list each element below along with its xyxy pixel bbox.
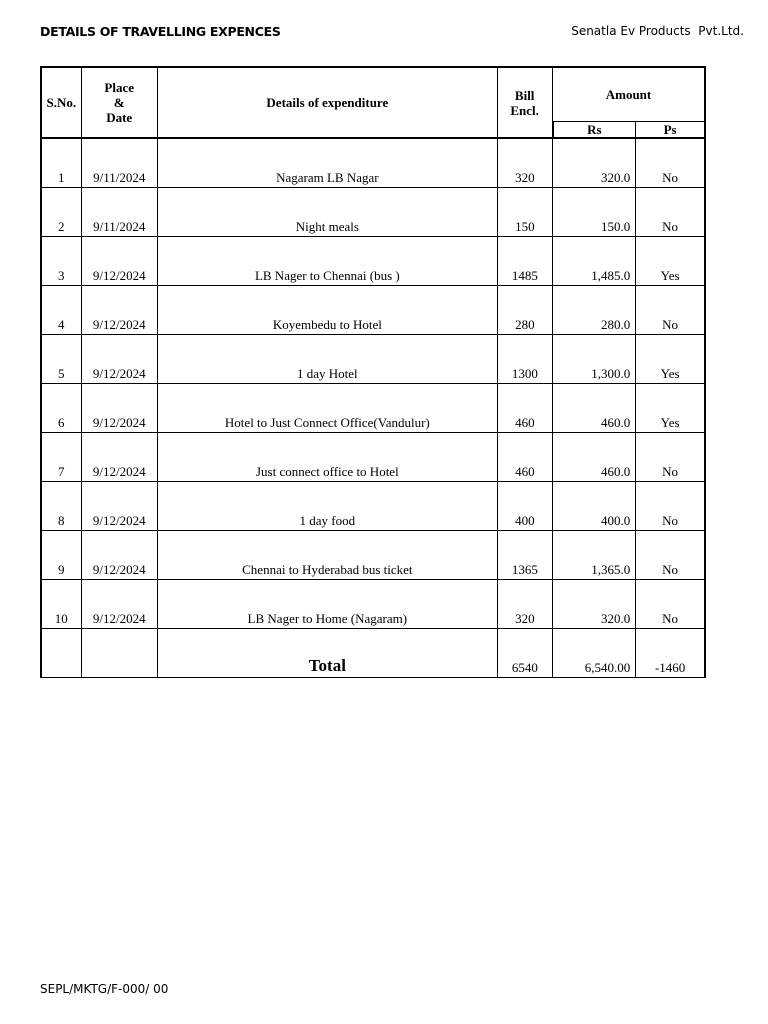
cell-rs: 460.0 — [553, 384, 636, 433]
cell-ps: Yes — [636, 237, 705, 286]
table-row — [41, 482, 705, 531]
cell-rs: 460.0 — [553, 433, 636, 482]
cell-rs: 1,485.0 — [553, 237, 636, 286]
cell-sno: 6 — [41, 384, 81, 433]
cell-date: 9/12/2024 — [81, 335, 157, 384]
cell-date: 9/12/2024 — [81, 384, 157, 433]
table-row — [41, 433, 705, 482]
cell-bill: 400 — [497, 482, 552, 531]
cell-bill: 1300 — [497, 335, 552, 384]
cell-ps: Yes — [636, 384, 705, 433]
cell-date: 9/12/2024 — [81, 286, 157, 335]
cell-details: Hotel to Just Connect Office(Vandulur) — [157, 384, 497, 433]
cell-date: 9/12/2024 — [81, 237, 157, 286]
header-rs: Rs — [553, 122, 636, 139]
cell-date: 9/12/2024 — [81, 531, 157, 580]
cell-ps: Yes — [636, 335, 705, 384]
cell-bill: 460 — [497, 433, 552, 482]
header-bill-line1: Bill — [514, 87, 535, 103]
header-place-date — [81, 67, 157, 138]
cell-ps: No — [636, 188, 705, 237]
cell-sno: 7 — [41, 433, 81, 482]
cell-bill: 280 — [497, 286, 552, 335]
cell-bill: 460 — [497, 384, 552, 433]
cell-date: 9/12/2024 — [81, 482, 157, 531]
cell-bill: 1365 — [497, 531, 552, 580]
cell-details: Night meals — [157, 188, 497, 237]
cell-details: 1 day food — [157, 482, 497, 531]
cell-ps: No — [636, 433, 705, 482]
header-place-line3: Date — [106, 110, 133, 125]
cell-ps: No — [636, 286, 705, 335]
cell-rs: 320.0 — [553, 138, 636, 188]
cell-rs: 1,365.0 — [553, 531, 636, 580]
cell-date: 9/11/2024 — [81, 138, 157, 188]
total-rs: 6,540.00 — [553, 629, 636, 678]
cell-sno: 4 — [41, 286, 81, 335]
cell-details: Koyembedu to Hotel — [157, 286, 497, 335]
cell-details: LB Nager to Home (Nagaram) — [157, 580, 497, 629]
table-row — [41, 138, 705, 188]
total-ps: -1460 — [636, 629, 705, 678]
cell-bill: 1485 — [497, 237, 552, 286]
table-row — [41, 384, 705, 433]
cell-bill: 320 — [497, 580, 552, 629]
cell-ps: No — [636, 482, 705, 531]
cell-rs: 320.0 — [553, 580, 636, 629]
cell-rs: 280.0 — [553, 286, 636, 335]
cell-sno: 2 — [41, 188, 81, 237]
document-title: DETAILS OF TRAVELLING EXPENCES — [40, 24, 281, 39]
cell-details: LB Nager to Chennai (bus ) — [157, 237, 497, 286]
company-name: Senatla Ev Products Pvt.Ltd. — [571, 24, 744, 38]
header-place-line2: & — [113, 95, 125, 110]
cell-empty — [81, 629, 157, 678]
form-code: SEPL/MKTG/F-000/ 00 — [40, 982, 169, 996]
cell-sno: 8 — [41, 482, 81, 531]
cell-date: 9/12/2024 — [81, 580, 157, 629]
cell-bill: 320 — [497, 138, 552, 188]
header-ps: Ps — [636, 122, 705, 139]
cell-details: 1 day Hotel — [157, 335, 497, 384]
cell-date: 9/11/2024 — [81, 188, 157, 237]
header-bill-line2: Encl. — [510, 102, 539, 118]
table-row — [41, 531, 705, 580]
total-label-cell — [157, 629, 497, 678]
table-row — [41, 580, 705, 629]
cell-details: Chennai to Hyderabad bus ticket — [157, 531, 497, 580]
cell-rs: 400.0 — [553, 482, 636, 531]
header-amount: Amount — [553, 67, 706, 122]
cell-ps: No — [636, 531, 705, 580]
table-row — [41, 286, 705, 335]
cell-sno: 1 — [41, 138, 81, 188]
cell-ps: No — [636, 580, 705, 629]
table-row — [41, 237, 705, 286]
header-details: Details of expenditure — [157, 67, 497, 138]
expenses-table — [40, 66, 706, 678]
total-row — [41, 629, 705, 678]
cell-empty — [41, 629, 81, 678]
header-sno: S.No. — [41, 67, 81, 138]
cell-details: Nagaram LB Nagar — [157, 138, 497, 188]
header-bill — [497, 67, 552, 138]
cell-rs: 1,300.0 — [553, 335, 636, 384]
table-row — [41, 335, 705, 384]
cell-sno: 5 — [41, 335, 81, 384]
cell-date: 9/12/2024 — [81, 433, 157, 482]
cell-sno: 3 — [41, 237, 81, 286]
cell-bill: 150 — [497, 188, 552, 237]
table-row — [41, 188, 705, 237]
cell-sno: 9 — [41, 531, 81, 580]
cell-ps: No — [636, 138, 705, 188]
cell-sno: 10 — [41, 580, 81, 629]
header-place-line1: Place — [104, 80, 135, 95]
cell-details: Just connect office to Hotel — [157, 433, 497, 482]
total-bill: 6540 — [497, 629, 552, 678]
cell-rs: 150.0 — [553, 188, 636, 237]
total-label: Total — [308, 656, 346, 675]
